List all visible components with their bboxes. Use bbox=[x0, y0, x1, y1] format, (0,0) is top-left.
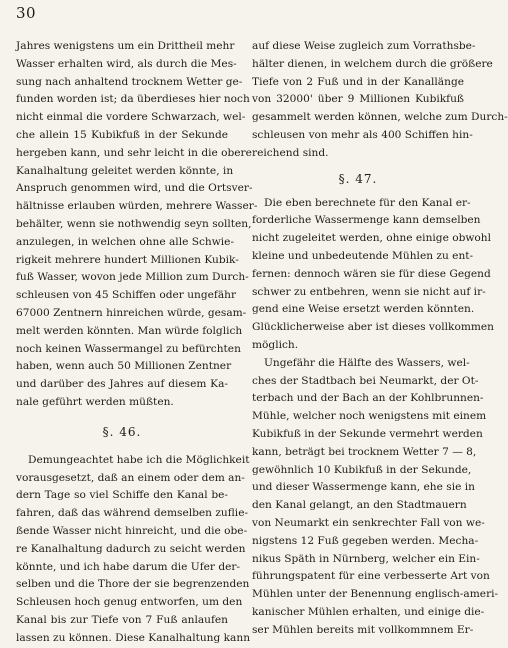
text-line: schwer zu entbehren, wenn sie nicht auf ir- bbox=[252, 285, 486, 298]
text-line: von 32000' über 9 Millionen Kubikfuß bbox=[252, 93, 464, 106]
paragraph-46 bbox=[16, 452, 251, 648]
text-line: Jahres wenigstens um ein Drittheil mehr bbox=[16, 40, 235, 52]
text-line: Kubikfuß in der Sekunde vermehrt werden bbox=[252, 427, 483, 440]
text-line: führungspatent für eine verbesserte Art von bbox=[252, 570, 490, 583]
text-line: könnte, und ich habe darum die Ufer der- bbox=[16, 560, 241, 573]
text-line: von Neumarkt ein senkrechter Fall von we- bbox=[252, 516, 485, 529]
text-line: Ungefähr die Hälfte des Wassers, wel- bbox=[264, 356, 470, 369]
text-line: fernen: dennoch wären sie für diese Gegend bbox=[252, 267, 491, 280]
text-line: nigstens 12 Fuß gegeben werden. Mecha- bbox=[252, 534, 479, 547]
text-line: Mühlen unter der Benennung englisch-ameri- bbox=[252, 588, 499, 601]
text-line: kanischer Mühlen erhalten, und einige die- bbox=[252, 605, 485, 618]
text-line: nicht zugeleitet werden, ohne einige obwohl bbox=[252, 232, 492, 245]
text-line: kleine und unbedeutende Mühlen zu ent- bbox=[252, 249, 474, 262]
text-line: gewöhnlich 10 Kubikfuß in der Sekunde, bbox=[252, 463, 472, 476]
section-heading-46: §. 46. bbox=[102, 424, 142, 439]
text-line: gend eine Weise ersetzt werden könnten. bbox=[252, 303, 475, 316]
text-line: reichend sind. bbox=[252, 146, 329, 159]
text-line: und dieser Wassermenge kann, ehe sie in bbox=[252, 481, 475, 494]
text-line: fuß Wasser, wovon jede Million zum Durch- bbox=[16, 271, 249, 284]
text-line: und darüber des Jahres auf diesem Ka- bbox=[16, 378, 228, 391]
text-line: Mühle, welcher noch wenigstens mit einem bbox=[252, 410, 487, 423]
text-line: 67000 Zentnern hinreichen würde, gesam- bbox=[16, 306, 247, 319]
text-line: vorausgesetzt, daß an einem oder dem an- bbox=[16, 471, 245, 484]
text-line: dern Tage so viel Schiffe den Kanal be- bbox=[16, 489, 228, 502]
text-line: che allein 15 Kubikfuß in der Sekunde bbox=[16, 128, 228, 141]
text-line: nikus Späth in Nürnberg, welcher ein Ein- bbox=[252, 552, 480, 565]
text-line: re Kanalhaltung dadurch zu seicht werden bbox=[16, 542, 246, 555]
text-line: Tiefe von 2 Fuß und in der Kanallänge bbox=[252, 75, 464, 88]
text-line: hergeben kann, und sehr leicht in die obere bbox=[16, 146, 252, 159]
paragraph-47-second bbox=[252, 355, 499, 640]
text-line: Kanalhaltung geleitet werden könnte, in bbox=[16, 164, 234, 177]
text-line: gesammelt werden können, welche zum Durch- bbox=[252, 111, 508, 124]
text-line: Wasser erhalten wird, als durch die Mes- bbox=[16, 57, 237, 70]
text-line: hältnisse erlauben würden, mehrere Wasser- bbox=[16, 200, 258, 213]
text-line: haben, wenn auch 50 Millionen Zentner bbox=[16, 360, 232, 373]
paragraph-47-first bbox=[252, 195, 495, 355]
text-line: schleusen von mehr als 400 Schiffen hin- bbox=[252, 128, 473, 141]
text-line: Schleusen hoch genug entworfen, um den bbox=[16, 596, 243, 609]
text-line: Anspruch genommen wird, und die Ortsver- bbox=[16, 182, 253, 195]
text-line: Glücklicherweise aber ist dieses vollkommen bbox=[252, 321, 495, 334]
text-line: anzulegen, in welchen ohne alle Schwie- bbox=[16, 235, 235, 248]
text-line: funden worden ist; da überdieses hier noch bbox=[16, 93, 250, 106]
text-line: auf diese Weise zugleich zum Vorrathsbe- bbox=[252, 40, 476, 52]
text-line: melt werden könnten. Man würde folglich bbox=[16, 324, 243, 337]
text-line: den Kanal gelangt, an den Stadtmauern bbox=[252, 499, 467, 512]
text-line: forderliche Wassermenge kann demselben bbox=[252, 214, 481, 227]
paragraph-continued-right bbox=[252, 38, 508, 163]
left-column bbox=[16, 38, 258, 648]
text-line: Die eben berechnete für den Kanal er- bbox=[264, 196, 471, 209]
text-line: sung nach anhaltend trocknem Wetter ge- bbox=[16, 75, 243, 88]
text-line: ser Mühlen bereits mit vollkommnem Er- bbox=[252, 623, 474, 636]
text-line: selben und die Thore der sie begrenzenden bbox=[16, 578, 250, 591]
text-line: noch keinen Wassermangel zu befürchten bbox=[16, 342, 241, 355]
text-line: Demungeachtet habe ich die Möglichkeit bbox=[28, 453, 250, 466]
paragraph-continued bbox=[16, 38, 258, 412]
text-line: terbach und der Bach an der Kohlbrunnen- bbox=[252, 392, 484, 405]
text-line: lassen zu können. Diese Kanalhaltung kann bbox=[16, 631, 251, 644]
page-number: 30 bbox=[16, 4, 37, 22]
text-line: kann, beträgt bei trocknem Wetter 7 — 8, bbox=[252, 445, 477, 458]
text-line: möglich. bbox=[252, 338, 299, 351]
text-line: Kanal bis zur Tiefe von 7 Fuß anlaufen bbox=[16, 613, 228, 626]
text-line: hälter dienen, in welchem durch die größere bbox=[252, 57, 493, 70]
text-line: fahren, daß das während demselben zuflie- bbox=[16, 507, 249, 520]
text-line: schleusen von 45 Schiffen oder ungefähr bbox=[16, 289, 237, 302]
text-line: nale geführt werden müßten. bbox=[16, 395, 174, 408]
right-column bbox=[252, 38, 508, 640]
text-line: ches der Stadtbach bei Neumarkt, der Ot- bbox=[252, 374, 479, 387]
section-heading-47: §. 47. bbox=[338, 171, 378, 186]
text-line: rigkeit mehrere hundert Millionen Kubik- bbox=[16, 253, 239, 266]
text-line: behälter, wenn sie nothwendig seyn sollten, bbox=[16, 217, 252, 230]
text-line: nicht einmal die vordere Schwarzach, wel- bbox=[16, 111, 246, 124]
text-line: ßende Wasser nicht hinreicht, und die obe- bbox=[16, 524, 248, 537]
